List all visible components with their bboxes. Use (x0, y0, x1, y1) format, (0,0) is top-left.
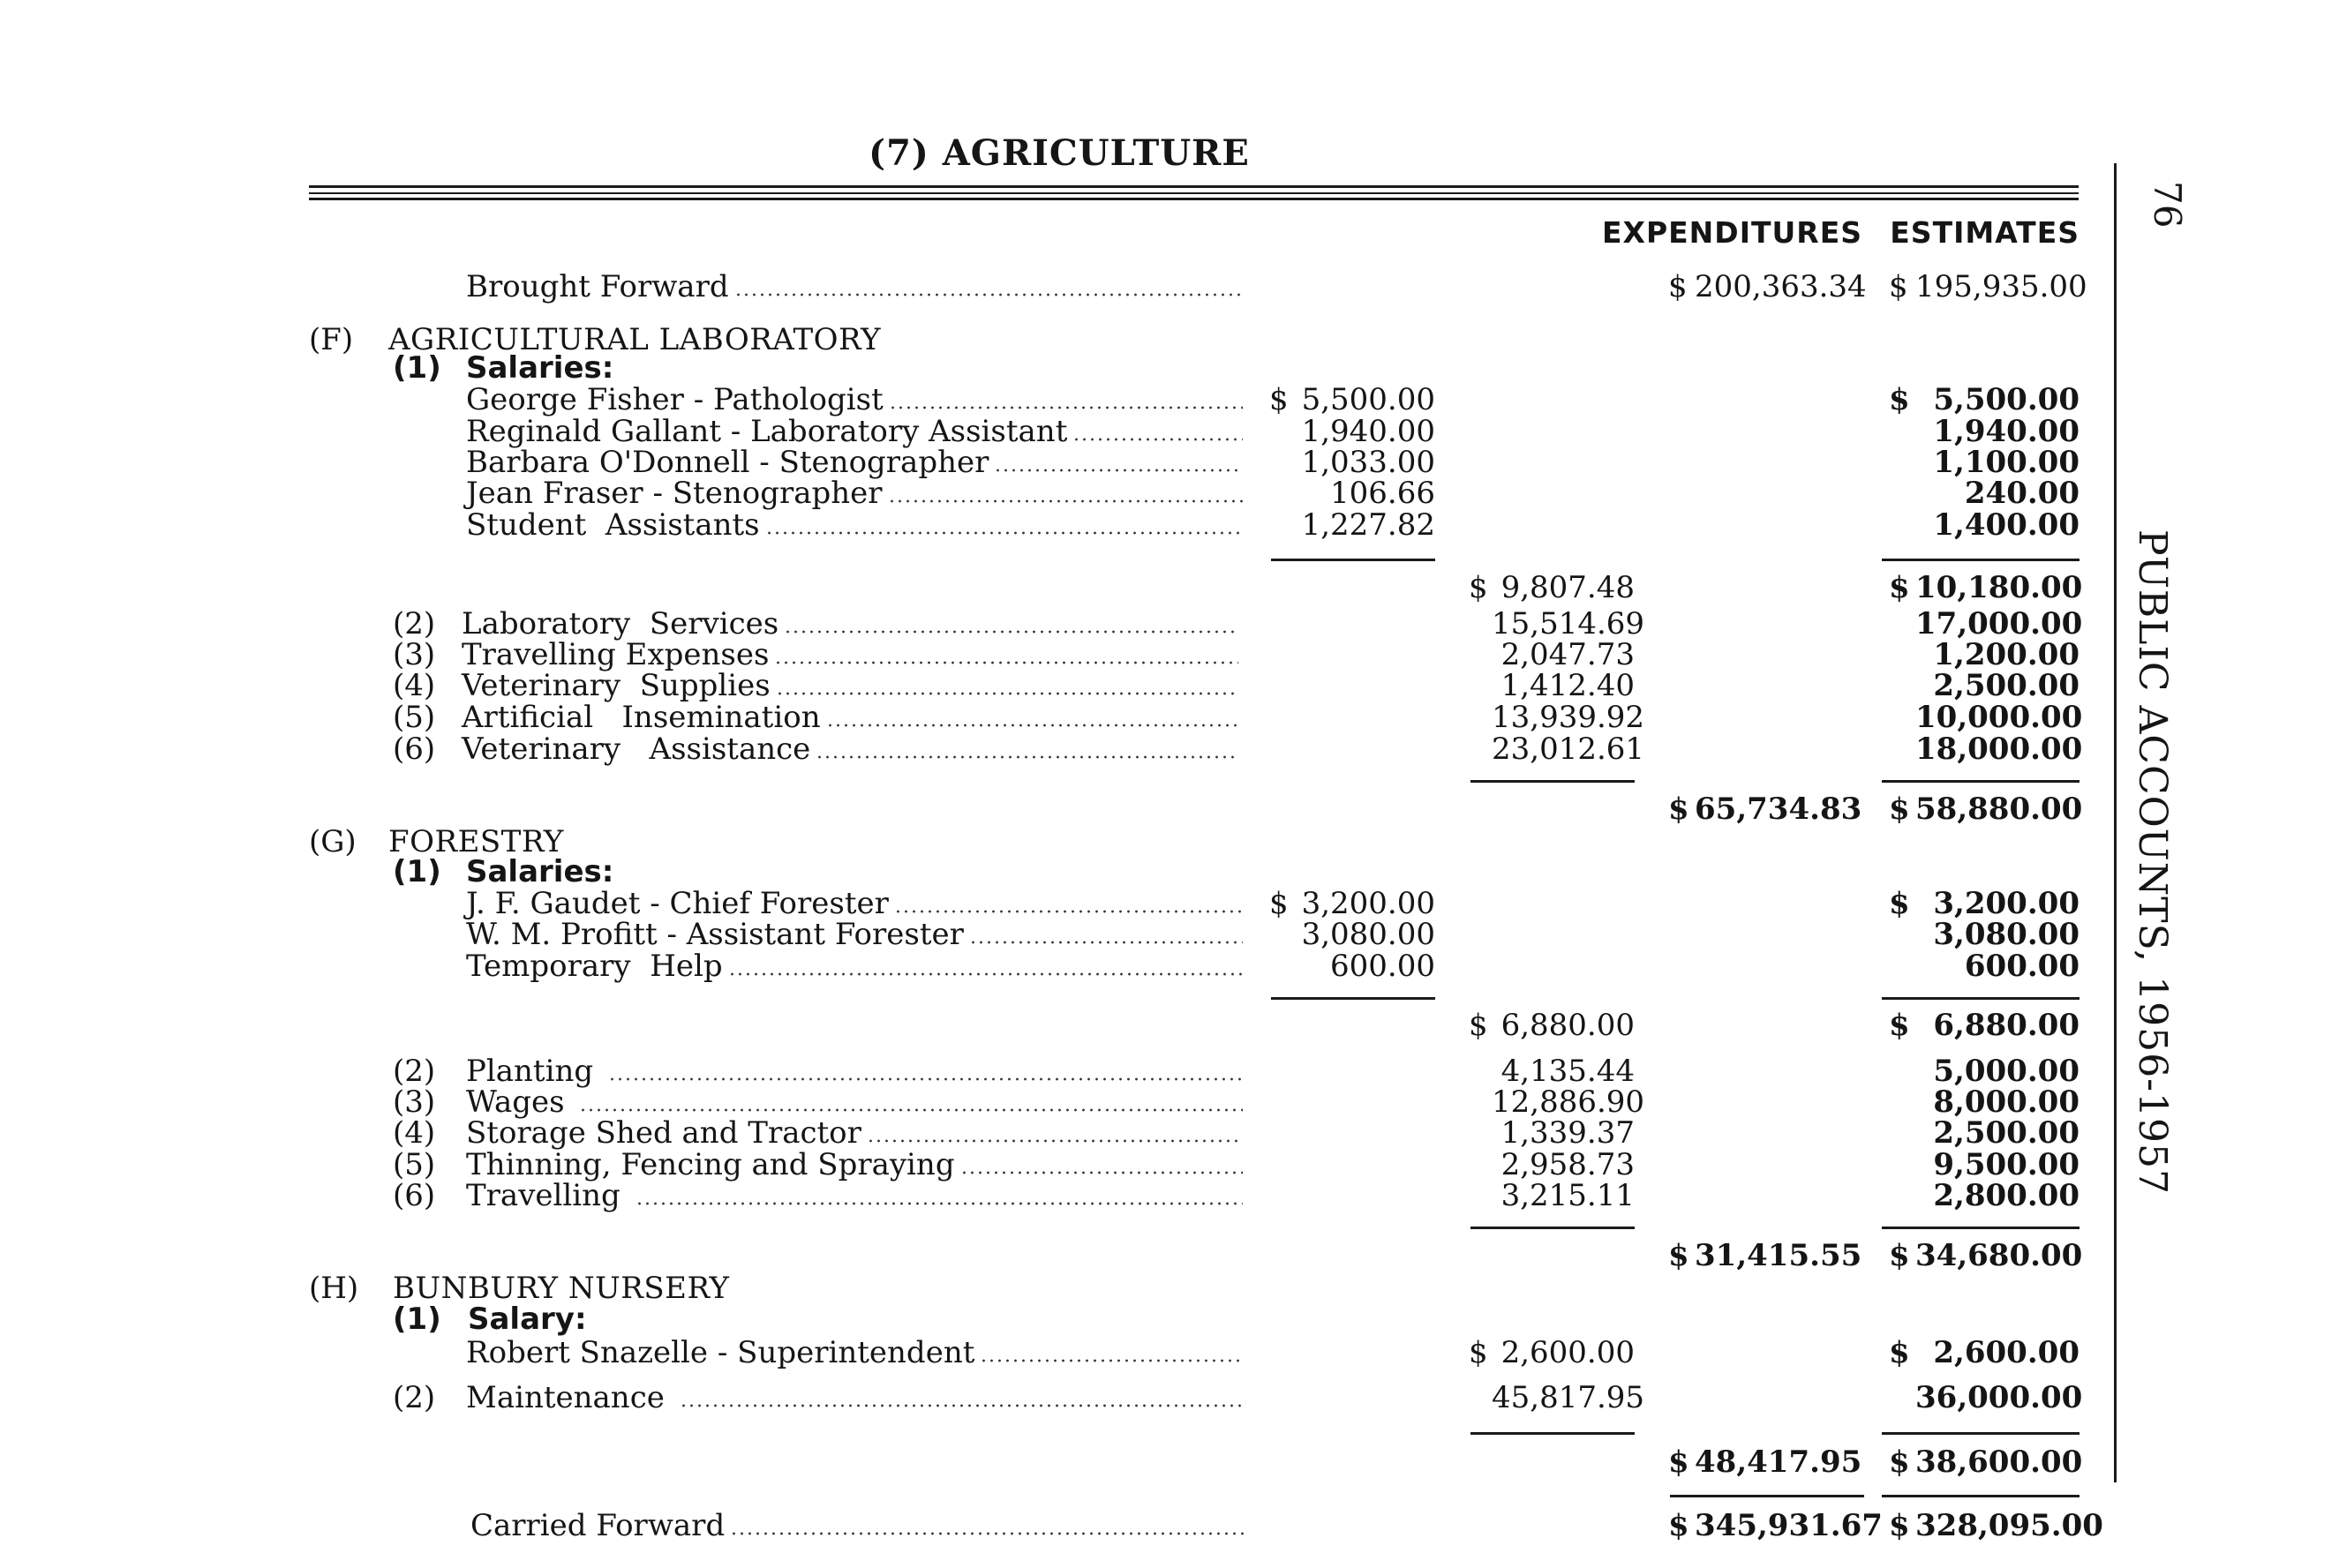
expense-label: Travelling (466, 1179, 1243, 1212)
currency-symbol: $ (1889, 269, 1908, 304)
section-total-rule (1470, 780, 1635, 783)
section-total-expenditure: 65,734.83 (1695, 792, 1862, 827)
item-number: (2) (393, 606, 436, 641)
estimates-header: ESTIMATES (1890, 215, 2080, 250)
title-rule-bottom (309, 198, 2079, 200)
carried-forward-row (0, 1509, 2118, 1542)
margin-rule (2114, 163, 2117, 1482)
title-rule-top (309, 185, 2079, 188)
expense-row (0, 1381, 2118, 1414)
expense-estimate: 5,000.00 (1933, 1054, 2080, 1089)
brought-forward-row (0, 270, 2118, 304)
staff-row (0, 476, 2118, 510)
expense-row (0, 1116, 2118, 1150)
expense-label: Storage Shed and Tractor (466, 1116, 1243, 1150)
staff-estimate: 240.00 (1964, 476, 2080, 511)
expense-amount: 3,215.11 (1500, 1178, 1635, 1213)
brought-forward-label: Brought Forward (466, 270, 1243, 304)
staff-label: George Fisher - Pathologist (466, 383, 1243, 416)
expense-row (0, 1148, 2118, 1182)
page-title: (7) AGRICULTURE (869, 132, 1250, 174)
carried-forward-expenditure: 345,931.67 (1695, 1508, 1883, 1543)
expense-label: Planting (466, 1054, 1243, 1088)
expense-estimate: 2,500.00 (1933, 668, 2080, 703)
carried-forward-estimate: 328,095.00 (1915, 1508, 2103, 1543)
salaries-subtotal-estimate: 6,880.00 (1933, 1008, 2080, 1043)
section-total-estimate: 38,600.00 (1915, 1444, 2083, 1480)
staff-amount: 3,080.00 (1301, 917, 1435, 952)
staff-label: Barbara O'Donnell - Stenographer (466, 446, 1243, 479)
staff-estimate: 1,940.00 (1933, 414, 2080, 449)
item-number: (5) (393, 700, 436, 735)
item-number: (1) (393, 350, 441, 386)
expenditures-header: EXPENDITURES (1601, 215, 1862, 250)
expense-row (0, 1085, 2118, 1119)
staff-estimate: 1,400.00 (1933, 507, 2080, 543)
subtotal-rule (1271, 559, 1435, 561)
subtotal-rule (1271, 997, 1435, 1000)
expense-estimate: 8,000.00 (1933, 1084, 2080, 1120)
staff-amount: 5,500.00 (1301, 382, 1435, 417)
expense-row (0, 732, 2118, 766)
staff-label: Jean Fraser - Stenographer (466, 476, 1243, 510)
staff-row (0, 918, 2118, 951)
expense-row (0, 1054, 2118, 1088)
currency-symbol: $ (1668, 1508, 1689, 1543)
expense-amount: 1,412.40 (1500, 668, 1635, 703)
salaries-subtotal-estimate: 10,180.00 (1915, 570, 2083, 605)
staff-row (0, 508, 2118, 542)
staff-label: Robert Snazelle - Superintendent (466, 1336, 1243, 1369)
expense-label: Laboratory Services (462, 607, 1238, 641)
section-total-estimate: 58,880.00 (1915, 792, 2083, 827)
expense-label: Travelling Expenses (462, 638, 1238, 671)
expense-amount: 13,939.92 (1492, 700, 1645, 735)
expense-label: Wages (466, 1085, 1243, 1119)
currency-symbol: $ (1269, 886, 1289, 921)
currency-symbol: $ (1469, 570, 1488, 605)
section-total-expenditure: 31,415.55 (1695, 1238, 1862, 1273)
expense-label: Maintenance (466, 1381, 1243, 1414)
currency-symbol: $ (1668, 269, 1688, 304)
section-letter: (G) (309, 824, 357, 859)
section-title: AGRICULTURAL LABORATORY (388, 322, 882, 357)
currency-symbol: $ (1889, 886, 1910, 921)
staff-row (0, 949, 2118, 983)
expense-estimate: 10,000.00 (1915, 700, 2083, 735)
section-total-rule (1470, 1227, 1635, 1229)
expense-estimate: 2,500.00 (1933, 1115, 2080, 1151)
currency-symbol: $ (1889, 1238, 1910, 1273)
staff-estimate: 5,500.00 (1933, 382, 2080, 417)
item-number: (3) (393, 637, 436, 672)
item-number: (6) (393, 731, 436, 767)
section-h-salary-heading (0, 1302, 2118, 1336)
running-head: PUBLIC ACCOUNTS, 1956-1957 (2130, 529, 2175, 1195)
expense-row (0, 701, 2118, 734)
salaries-subtotal-row (0, 571, 2118, 604)
section-total-rule (1470, 1432, 1635, 1435)
expense-estimate: 1,200.00 (1933, 637, 2080, 672)
grand-total-rule (1670, 1495, 1864, 1497)
subtotal-rule (1882, 559, 2080, 561)
staff-amount: 2,600.00 (1500, 1335, 1635, 1370)
staff-amount: 106.66 (1330, 476, 1435, 511)
section-total-rule (1882, 1227, 2080, 1229)
section-g-salaries-heading (0, 855, 2118, 889)
currency-symbol: $ (1668, 1444, 1689, 1480)
salaries-label: Salaries: (466, 350, 614, 386)
currency-symbol: $ (1889, 1508, 1910, 1543)
currency-symbol: $ (1889, 1008, 1910, 1043)
item-number: (4) (393, 668, 436, 703)
expense-estimate: 36,000.00 (1915, 1380, 2083, 1415)
staff-estimate: 3,080.00 (1933, 917, 2080, 952)
item-number: (2) (393, 1054, 436, 1089)
item-number: (3) (393, 1084, 436, 1120)
staff-row (0, 887, 2118, 920)
staff-label: Reginald Gallant - Laboratory Assistant (466, 415, 1243, 448)
staff-estimate: 1,100.00 (1933, 445, 2080, 480)
staff-label: Temporary Help (466, 949, 1243, 983)
salaries-subtotal: 9,807.48 (1500, 570, 1635, 605)
expense-estimate: 9,500.00 (1933, 1147, 2080, 1182)
section-g-total-row (0, 1239, 2118, 1272)
currency-symbol: $ (1269, 382, 1289, 417)
expense-row (0, 607, 2118, 641)
grand-total-rule (1882, 1495, 2080, 1497)
section-letter: (H) (309, 1271, 359, 1306)
expense-estimate: 2,800.00 (1933, 1178, 2080, 1213)
staff-label: J. F. Gaudet - Chief Forester (466, 887, 1243, 920)
expense-row (0, 638, 2118, 671)
section-f-total-row (0, 792, 2118, 826)
section-total-estimate: 34,680.00 (1915, 1238, 2083, 1273)
staff-estimate: 2,600.00 (1933, 1335, 2080, 1370)
salary-label: Salary: (468, 1302, 587, 1337)
staff-estimate: 600.00 (1964, 949, 2080, 984)
staff-label: W. M. Profitt - Assistant Forester (466, 918, 1243, 951)
staff-estimate: 3,200.00 (1933, 886, 2080, 921)
section-title: BUNBURY NURSERY (393, 1271, 730, 1306)
expense-amount: 45,817.95 (1492, 1380, 1645, 1415)
expense-amount: 15,514.69 (1492, 606, 1645, 641)
section-total-rule (1882, 1432, 2080, 1435)
brought-forward-estimate: 195,935.00 (1915, 269, 2087, 304)
item-number: (2) (393, 1380, 436, 1415)
currency-symbol: $ (1469, 1335, 1488, 1370)
expense-amount: 2,958.73 (1500, 1147, 1635, 1182)
expense-row (0, 669, 2118, 702)
currency-symbol: $ (1889, 1444, 1910, 1480)
section-letter: (F) (309, 322, 354, 357)
currency-symbol: $ (1889, 792, 1910, 827)
expense-label: Veterinary Supplies (462, 669, 1238, 702)
currency-symbol: $ (1469, 1008, 1488, 1043)
section-title: FORESTRY (388, 824, 564, 859)
staff-row (0, 1336, 2118, 1369)
staff-amount: 600.00 (1330, 949, 1435, 984)
item-number: (5) (393, 1147, 436, 1182)
staff-amount: 1,940.00 (1301, 414, 1435, 449)
section-total-rule (1882, 780, 2080, 783)
salaries-label: Salaries: (466, 854, 614, 889)
expense-amount: 4,135.44 (1500, 1054, 1635, 1089)
expense-estimate: 17,000.00 (1915, 606, 2083, 641)
expense-amount: 23,012.61 (1492, 731, 1645, 767)
expense-row (0, 1179, 2118, 1212)
currency-symbol: $ (1668, 792, 1689, 827)
section-h-total-row (0, 1445, 2118, 1479)
expense-amount: 1,339.37 (1500, 1115, 1635, 1151)
item-number: (4) (393, 1115, 436, 1151)
subtotal-rule (1882, 997, 2080, 1000)
item-number: (1) (393, 1302, 441, 1337)
currency-symbol: $ (1889, 570, 1910, 605)
staff-row (0, 383, 2118, 416)
carried-forward-label: Carried Forward (470, 1509, 1247, 1542)
expense-label: Thinning, Fencing and Spraying (466, 1148, 1243, 1182)
brought-forward-expenditure: 200,363.34 (1695, 269, 1867, 304)
staff-label: Student Assistants (466, 508, 1243, 542)
expense-amount: 12,886.90 (1492, 1084, 1645, 1120)
salaries-subtotal: 6,880.00 (1500, 1008, 1635, 1043)
section-f-salaries-heading (0, 351, 2118, 385)
expense-label: Veterinary Assistance (462, 732, 1238, 766)
staff-amount: 3,200.00 (1301, 886, 1435, 921)
title-rule-middle (309, 192, 2079, 194)
item-number: (6) (393, 1178, 436, 1213)
currency-symbol: $ (1889, 1335, 1910, 1370)
expense-estimate: 18,000.00 (1915, 731, 2083, 767)
salaries-subtotal-row (0, 1009, 2118, 1042)
staff-row (0, 446, 2118, 479)
currency-symbol: $ (1668, 1238, 1689, 1273)
currency-symbol: $ (1889, 382, 1910, 417)
expense-amount: 2,047.73 (1500, 637, 1635, 672)
page-number: 76 (2146, 181, 2189, 229)
staff-row (0, 415, 2118, 448)
section-total-expenditure: 48,417.95 (1695, 1444, 1862, 1480)
section-h-heading (0, 1272, 2118, 1305)
staff-amount: 1,033.00 (1301, 445, 1435, 480)
staff-amount: 1,227.82 (1301, 507, 1435, 543)
expense-label: Artificial Insemination (462, 701, 1238, 734)
item-number: (1) (393, 854, 441, 889)
section-g-heading (0, 825, 2118, 859)
